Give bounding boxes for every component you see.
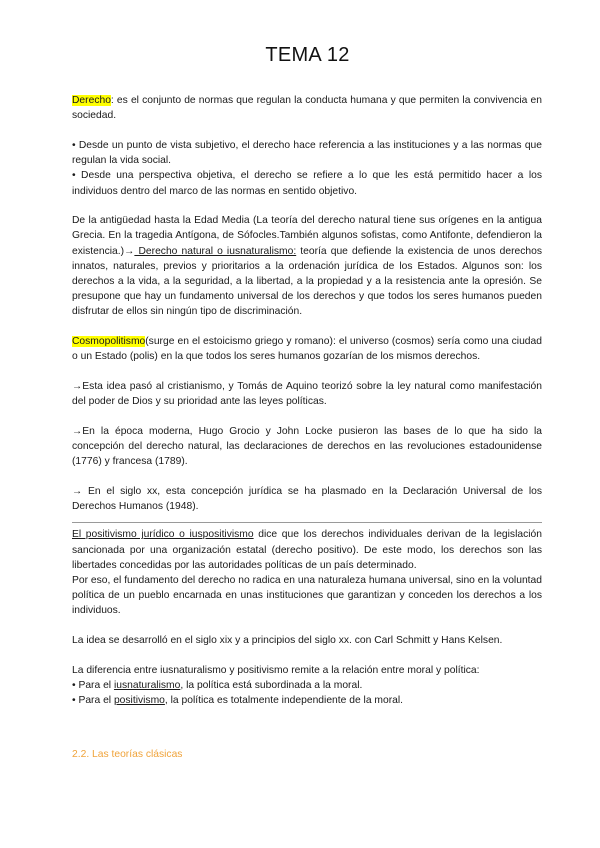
bullet-iusnaturalismo-text: , la política está subordinada a la moral. xyxy=(180,680,363,692)
paragraph-positivismo-fundamento: Por eso, el fundamento del derecho no radica en una naturaleza humana universal, sino en la voluntad política de un pueblo encarnada en unas instituciones que garantizan y conceden los derechos a los individuos. xyxy=(72,575,542,617)
bullet-prefix: • Para el xyxy=(72,680,114,692)
bullet-positivismo-text: , la política es totalmente independiente de la moral. xyxy=(164,695,404,707)
iusnaturalismo-definition: teoría que defiende la existencia de unos derechos innatos, naturales, previos y prioritarios a la ordenación jurídica de los Estados. Algunos son: los derechos a la vida, a la seguridad, a la libertad, a la propiedad y a la resistencia ante la opresión. Se presupone que hay un fundamento universal de los derechos y que todos los seres humanos pueden disfrutar de ellos sin ningún tipo de discriminación. xyxy=(72,245,542,318)
underlined-term-iusnaturalismo: Derecho natural o iusnaturalismo: xyxy=(134,245,297,257)
iusnaturalismo-intro: De la antigüedad hasta la Edad Media (La teoría del derecho natural tiene sus orígenes en la antigua Grecia. En la tragedia Antígona, de Sófocles.También algunos sofistas, como Antifonte, defendieron la existencia.)→ xyxy=(72,215,542,257)
paragraph-epoca-moderna: →En la época moderna, Hugo Grocio y John Locke pusieron las bases de lo que ha sido la concepción del derecho natural, las declaraciones de derechos en las revoluciones estadounidense (1776) y francesa (1789). xyxy=(72,425,542,468)
paragraph-cosmopolitismo xyxy=(72,334,542,364)
paragraph-siglo-xx: → En el siglo xx, esta concepción jurídica se ha plasmado en la Declaración Universal de los Derechos Humanos (1948). xyxy=(72,486,542,513)
underlined-term-positivismo-short: positivismo xyxy=(113,695,165,707)
bullet-objective: • Desde una perspectiva objetiva, el derecho se refiere a lo que les está permitido hacer a los individuos dentro del marco de las normas en sentido objetivo. xyxy=(72,170,542,197)
paragraph-positivismo xyxy=(72,527,542,573)
positivismo-definition: dice que los derechos individuales derivan de la legislación sancionada por una organización estatal (derecho positivo). De este modo, los derechos son las libertades concedidas por las autoridades políticas de un país determinado. xyxy=(72,529,542,571)
paragraph-derecho xyxy=(72,93,542,123)
bullet-positivismo xyxy=(72,693,542,708)
bullet-subjective: • Desde un punto de vista subjetivo, el derecho hace referencia a las instituciones y a las normas que regulan la vida social. xyxy=(72,139,542,167)
section-divider xyxy=(72,522,542,523)
derecho-definition: : es el conjunto de normas que regulan la conducta humana y que permiten la convivencia en sociedad. xyxy=(72,95,542,122)
highlighted-term-derecho: Derecho xyxy=(72,95,111,106)
paragraph-iusnaturalismo xyxy=(72,213,542,319)
document-body xyxy=(72,93,542,762)
underlined-term-iusnaturalismo-short: iusnaturalismo xyxy=(113,680,181,692)
bullet-prefix: • Para el xyxy=(72,695,114,707)
underlined-term-positivismo: El positivismo jurídico o iuspositivismo xyxy=(72,529,254,541)
highlighted-term-cosmopolitismo: Cosmopolitismo xyxy=(72,336,146,348)
cosmopolitismo-definition: (surge en el estoicismo griego y romano): el universo (cosmos) sería como una ciudad o un Estado (polis) en la que todos los seres humanos gozarían de los mismos derechos. xyxy=(72,336,542,363)
paragraph-difference-intro: La diferencia entre iusnaturalismo y positivismo remite a la relación entre moral y política: xyxy=(72,664,480,676)
section-heading-teorias-clasicas: 2.2. Las teorías clásicas xyxy=(72,748,183,760)
page-title: TEMA 12 xyxy=(265,44,350,66)
paragraph-origin: La idea se desarrolló en el siglo xix y a principios del siglo xx. con Carl Schmitt y Hans Kelsen. xyxy=(72,635,503,647)
bullet-iusnaturalismo xyxy=(72,678,542,693)
paragraph-cristianismo: →Esta idea pasó al cristianismo, y Tomás de Aquino teorizó sobre la ley natural como manifestación del poder de Dios y su prioridad ante las leyes políticas. xyxy=(72,381,542,408)
